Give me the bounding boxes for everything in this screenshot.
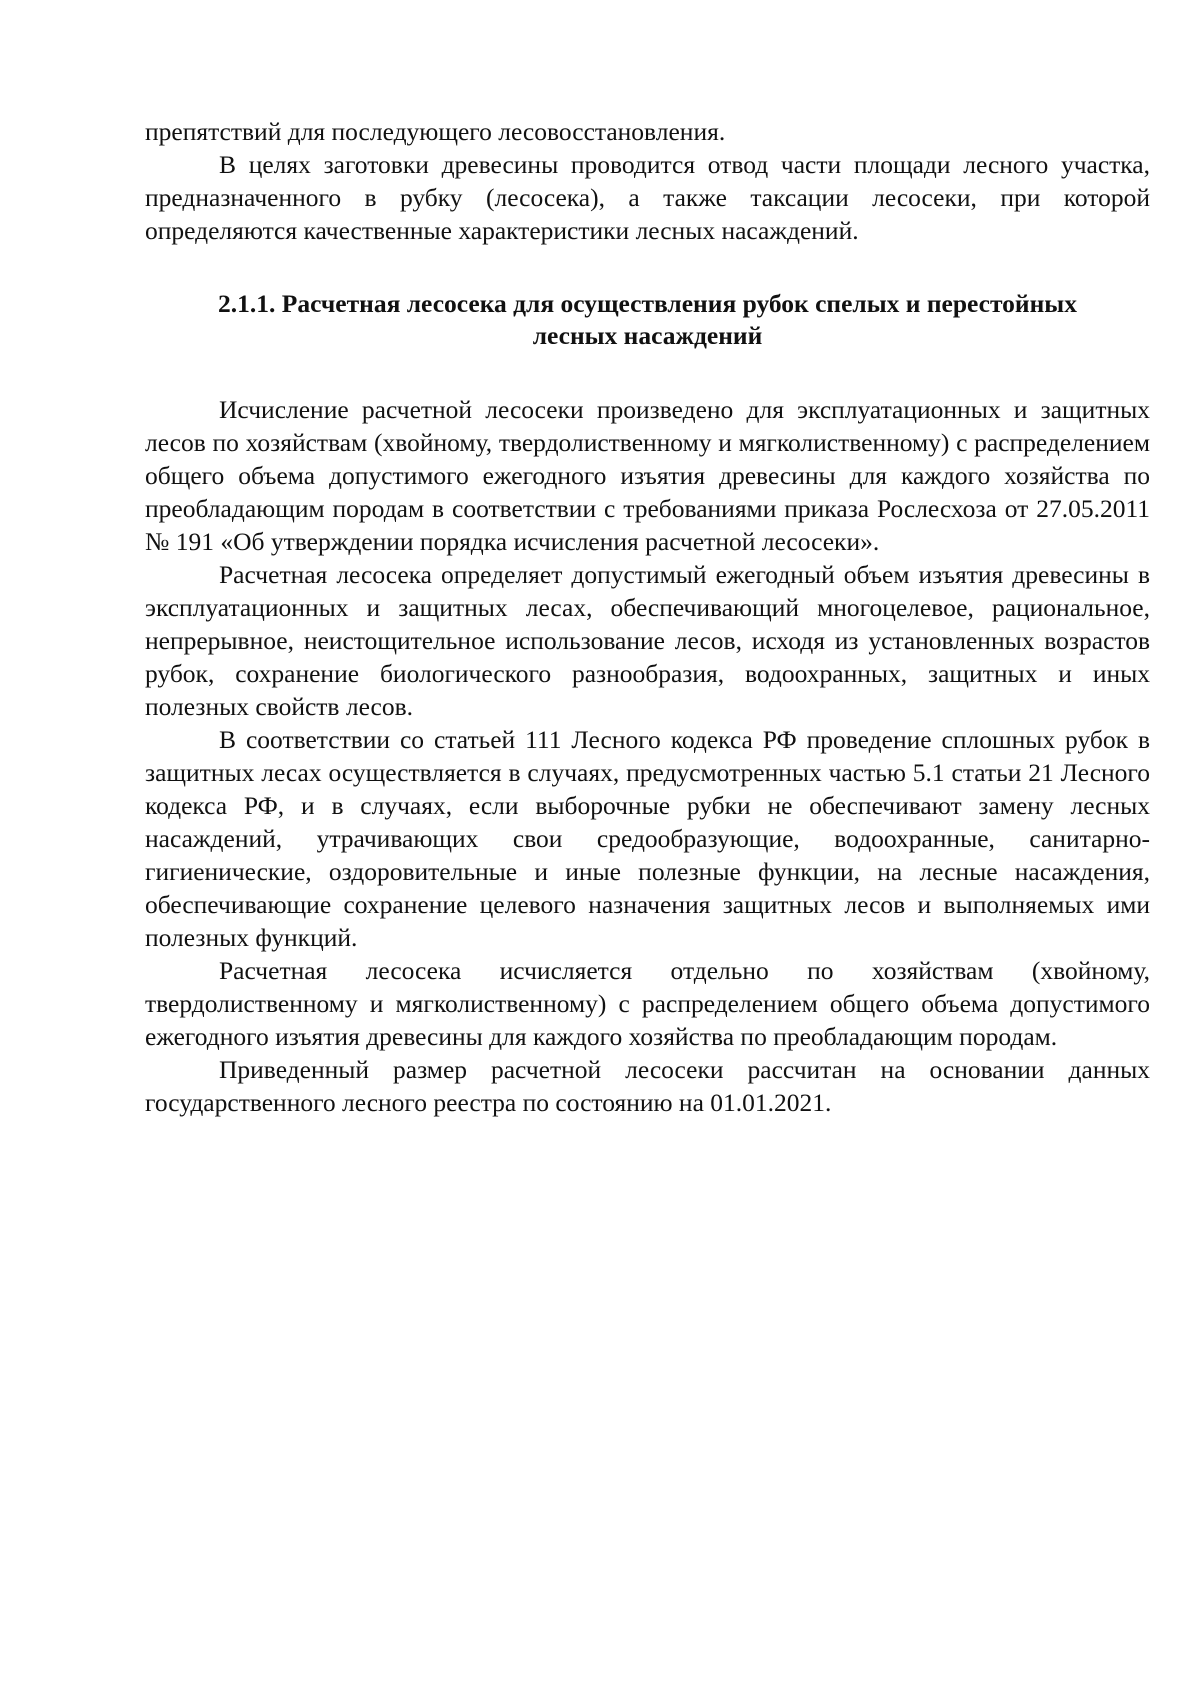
section-heading <box>145 288 1150 352</box>
section-heading-line-1: 2.1.1. Расчетная лесосека для осуществления рубок спелых и перестойных <box>218 289 1077 318</box>
paragraph-definition: Расчетная лесосека определяет допустимый ежегодный объем изъятия древесины в эксплуатационных и защитных лесах, обеспечивающий многоцелевое, рациональное, непрерывное, неистощительное использование лесов, исходя из установленных возрастов рубок, сохранение биологического разнообразия, водоохранных, защитных и иных полезных свойств лесов. <box>145 560 1150 721</box>
paragraph-timber-harvesting: В целях заготовки древесины проводится отвод части площади лесного участка, предназначенного в рубку (лесосека), а также таксации лесосеки, при которой определяются качественные характеристики лесных насаждений. <box>145 150 1150 245</box>
paragraph-by-farms: Расчетная лесосека исчисляется отдельно по хозяйствам (хвойному, твердолиственному и мягколиственному) с распределением общего объема допустимого ежегодного изъятия древесины для каждого хозяйства по преобладающим породам. <box>145 956 1150 1051</box>
page-content <box>145 115 1150 1119</box>
section-heading-line-2: лесных насаждений <box>532 321 763 350</box>
paragraph-calculation: Исчисление расчетной лесосеки произведено для эксплуатационных и защитных лесов по хозяйствам (хвойному, твердолиственному и мягколиственному) с распределением общего объема допустимого ежегодного изъятия древесины для каждого хозяйства по преобладающим породам в соответствии с требованиями приказа Рослесхоза от 27.05.2011 № 191 «Об утверждении порядка исчисления расчетной лесосеки». <box>145 395 1150 556</box>
paragraph-continuation: препятствий для последующего лесовосстановления. <box>145 117 726 146</box>
paragraph-registry-date: Приведенный размер расчетной лесосеки рассчитан на основании данных государственного лесного реестра по состоянию на 01.01.2021. <box>145 1055 1150 1117</box>
paragraph-forest-code: В соответствии со статьей 111 Лесного кодекса РФ проведение сплошных рубок в защитных лесах осуществляется в случаях, предусмотренных частью 5.1 статьи 21 Лесного кодекса РФ, и в случаях, если выборочные рубки не обеспечивают замену лесных насаждений, утрачивающих свои средообразующие, водоохранные, санитарно-гигиенические, оздоровительные и иные полезные функции, на лесные насаждения, обеспечивающие сохранение целевого назначения защитных лесов и выполняемых ими полезных функций. <box>145 725 1150 952</box>
